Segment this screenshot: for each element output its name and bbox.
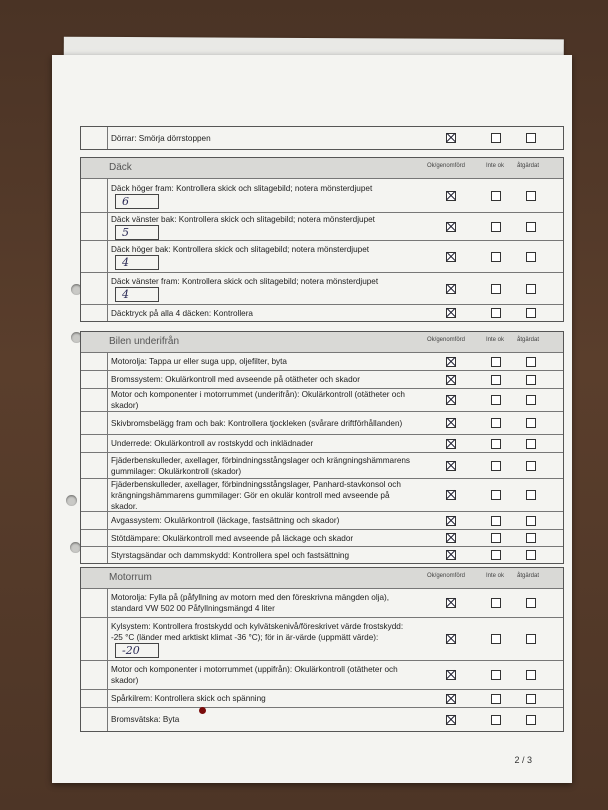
section-bilen-underifran — [80, 331, 564, 564]
ok-checkbox[interactable] — [446, 375, 456, 385]
ok-checkbox[interactable] — [446, 694, 456, 704]
row-text: Styrstagsändar och dammskydd: Kontrollera spel och fastsättning — [111, 550, 350, 560]
not-ok-checkbox[interactable] — [491, 533, 501, 543]
handwritten-value[interactable]: 4 — [115, 287, 159, 302]
ok-checkbox[interactable] — [446, 133, 456, 143]
checklist-row — [81, 273, 563, 305]
row-label — [107, 690, 411, 707]
not-ok-checkbox[interactable] — [491, 252, 501, 262]
row-label — [107, 273, 411, 304]
ok-checkbox[interactable] — [446, 490, 456, 500]
handwritten-value[interactable]: 6 — [115, 194, 159, 209]
row-label — [107, 589, 411, 617]
punch-hole — [66, 495, 77, 506]
row-label — [107, 547, 411, 563]
column-header-ok: Ok/genomförd — [426, 573, 466, 579]
checklist-row — [81, 690, 563, 708]
checklist-row — [81, 179, 563, 213]
fixed-checkbox[interactable] — [526, 284, 536, 294]
not-ok-checkbox[interactable] — [491, 284, 501, 294]
ok-checkbox[interactable] — [446, 634, 456, 644]
not-ok-checkbox[interactable] — [491, 490, 501, 500]
ok-checkbox[interactable] — [446, 461, 456, 471]
not-ok-checkbox[interactable] — [491, 670, 501, 680]
row-text: Däck vänster bak: Kontrollera skick och slitagebild; notera mönsterdjupet5 — [111, 214, 375, 239]
checklist-row — [81, 213, 563, 241]
row-text: Skivbromsbelägg fram och bak: Kontrollera tjockleken (svårare driftförhållanden) — [111, 418, 403, 428]
column-header-atgardat: åtgärdat — [516, 573, 540, 579]
checklist-row — [81, 530, 563, 547]
fixed-checkbox[interactable] — [526, 222, 536, 232]
section-header — [81, 568, 563, 589]
fixed-checkbox[interactable] — [526, 308, 536, 318]
row-label — [107, 371, 411, 388]
row-label — [107, 353, 411, 370]
red-dot — [199, 707, 206, 714]
row-text: Däck höger fram: Kontrollera skick och slitagebild; notera mönsterdjupet6 — [111, 183, 373, 208]
row-text: Fjäderbenskulleder, axellager, förbindningsstångslager, Panhard-stavkonsol och krängningshämmarens gummilager: Gör en okulär kontroll med avseende på skador. — [111, 479, 401, 511]
section-title: Bilen underifrån — [109, 336, 180, 347]
not-ok-checkbox[interactable] — [491, 634, 501, 644]
row-label — [107, 412, 411, 434]
fixed-checkbox[interactable] — [526, 598, 536, 608]
row-label — [107, 305, 411, 321]
column-header-inte-ok: Inte ok — [485, 573, 504, 579]
not-ok-checkbox[interactable] — [491, 191, 501, 201]
not-ok-checkbox[interactable] — [491, 461, 501, 471]
ok-checkbox[interactable] — [446, 357, 456, 367]
fixed-checkbox[interactable] — [526, 418, 536, 428]
checklist-row — [81, 618, 563, 661]
inspection-sheet — [52, 55, 572, 783]
fixed-checkbox[interactable] — [526, 133, 536, 143]
row-text: Motor och komponenter i motorrummet (underifrån): Okulärkontroll (otätheter och skador) — [111, 390, 405, 410]
not-ok-checkbox[interactable] — [491, 357, 501, 367]
column-header-inte-ok: Inte ok — [485, 163, 504, 169]
fixed-checkbox[interactable] — [526, 191, 536, 201]
row-text: Fjäderbenskulleder, axellager, förbindningsstångslager och krängningshämmarens gummilager: Okulärkontroll (skador) — [111, 455, 411, 476]
ok-checkbox[interactable] — [446, 395, 456, 405]
checklist-row — [81, 389, 563, 412]
not-ok-checkbox[interactable] — [491, 550, 501, 560]
ok-checkbox[interactable] — [446, 715, 456, 725]
ok-checkbox[interactable] — [446, 252, 456, 262]
fixed-checkbox[interactable] — [526, 461, 536, 471]
row-text: Däck vänster fram: Kontrollera skick och slitagebild; notera mönsterdjupet4 — [111, 276, 379, 301]
handwritten-value[interactable]: -20 — [115, 643, 159, 658]
row-label — [107, 241, 411, 272]
checklist-row — [81, 353, 563, 371]
fixed-checkbox[interactable] — [526, 634, 536, 644]
ok-checkbox[interactable] — [446, 439, 456, 449]
row-label — [107, 453, 411, 478]
column-header-atgardat: åtgärdat — [516, 337, 540, 343]
fixed-checkbox[interactable] — [526, 670, 536, 680]
fixed-checkbox[interactable] — [526, 533, 536, 543]
row-label: Dörrar: Smörja dörrstoppen — [107, 127, 411, 149]
column-header-ok: Ok/genomförd — [426, 163, 466, 169]
row-label — [107, 479, 411, 511]
not-ok-checkbox[interactable] — [491, 375, 501, 385]
handwritten-value[interactable]: 5 — [115, 225, 159, 240]
fixed-checkbox[interactable] — [526, 439, 536, 449]
fixed-checkbox[interactable] — [526, 715, 536, 725]
checklist-row — [81, 453, 563, 479]
checklist-row — [81, 512, 563, 530]
row-text: Däck höger bak: Kontrollera skick och slitagebild; notera mönsterdjupet4 — [111, 244, 370, 269]
checklist-row — [81, 479, 563, 512]
not-ok-checkbox[interactable] — [491, 694, 501, 704]
row-text: Bromssystem: Okulärkontroll med avseende på otätheter och skador — [111, 375, 360, 384]
row-label — [107, 389, 411, 411]
row-text: Avgassystem: Okulärkontroll (läckage, fastsättning och skador) — [111, 516, 340, 525]
section-title: Motorrum — [109, 572, 152, 583]
checklist-row — [81, 371, 563, 389]
ok-checkbox[interactable] — [446, 550, 456, 560]
section-header — [81, 332, 563, 353]
ok-checkbox[interactable] — [446, 670, 456, 680]
fixed-checkbox[interactable] — [526, 550, 536, 560]
section-title: Däck — [109, 162, 132, 173]
ok-checkbox[interactable] — [446, 418, 456, 428]
row-text: Underrede: Okulärkontroll av rostskydd och inklädnader — [111, 439, 314, 448]
row-label — [107, 661, 411, 689]
ok-checkbox[interactable] — [446, 191, 456, 201]
section-motorrum — [80, 567, 564, 732]
checklist-row — [81, 589, 563, 618]
row-text: Däcktryck på alla 4 däcken: Kontrollera — [111, 308, 253, 318]
fixed-checkbox[interactable] — [526, 516, 536, 526]
row-label — [107, 530, 411, 546]
not-ok-checkbox[interactable] — [491, 516, 501, 526]
checklist-row — [81, 708, 563, 731]
fixed-checkbox[interactable] — [526, 357, 536, 367]
column-header-inte-ok: Inte ok — [485, 337, 504, 343]
not-ok-checkbox[interactable] — [491, 439, 501, 449]
row-text: Motorolja: Tappa ur eller suga upp, oljefilter, byta — [111, 357, 287, 366]
row-label — [107, 512, 411, 529]
not-ok-checkbox[interactable] — [491, 133, 501, 143]
door-row — [80, 126, 564, 150]
ok-checkbox[interactable] — [446, 308, 456, 318]
row-label — [107, 179, 411, 212]
ok-checkbox[interactable] — [446, 284, 456, 294]
checklist-row — [81, 435, 563, 453]
row-text: Motor och komponenter i motorrummet (uppifrån): Okulärkontroll (otätheter och skador) — [111, 665, 398, 685]
checklist-row — [81, 547, 563, 563]
row-text: Spårkilrem: Kontrollera skick och spänning — [111, 694, 266, 703]
not-ok-checkbox[interactable] — [491, 395, 501, 405]
not-ok-checkbox[interactable] — [491, 598, 501, 608]
row-label — [107, 708, 411, 731]
ok-checkbox[interactable] — [446, 516, 456, 526]
ok-checkbox[interactable] — [446, 533, 456, 543]
ok-checkbox[interactable] — [446, 222, 456, 232]
checklist-row — [81, 412, 563, 435]
not-ok-checkbox[interactable] — [491, 222, 501, 232]
not-ok-checkbox[interactable] — [491, 715, 501, 725]
row-text: Stötdämpare: Okulärkontroll med avseende på läckage och skador — [111, 533, 354, 543]
row-label — [107, 435, 411, 452]
checklist-row — [81, 305, 563, 321]
fixed-checkbox[interactable] — [526, 375, 536, 385]
not-ok-checkbox[interactable] — [491, 308, 501, 318]
page-number: 2 / 3 — [514, 755, 532, 765]
handwritten-value[interactable]: 4 — [115, 255, 159, 270]
checklist-row — [81, 661, 563, 690]
fixed-checkbox[interactable] — [526, 694, 536, 704]
row-label — [107, 213, 411, 240]
not-ok-checkbox[interactable] — [491, 418, 501, 428]
column-header-ok: Ok/genomförd — [426, 337, 466, 343]
fixed-checkbox[interactable] — [526, 252, 536, 262]
row-text: Kylsystem: Kontrollera frostskydd och kylvätskenivå/föreskrivet värde frostskydd: -25 °C (länder med arktiskt klimat -36 °C); för in är-värde (uppmätt värde):-20 — [111, 621, 404, 657]
ok-checkbox[interactable] — [446, 598, 456, 608]
row-text: Motorolja: Fylla på (påfyllning av motorn med den föreskrivna mängden olja), standard VW 502 00 Påfyllningsmängd 4 liter — [111, 593, 390, 613]
section-header — [81, 158, 563, 179]
row-text: Bromsvätska: Byta — [111, 715, 180, 724]
fixed-checkbox[interactable] — [526, 490, 536, 500]
section-dack — [80, 157, 564, 322]
fixed-checkbox[interactable] — [526, 395, 536, 405]
row-label — [107, 618, 411, 660]
column-header-atgardat: åtgärdat — [516, 163, 540, 169]
checklist-row — [81, 241, 563, 273]
